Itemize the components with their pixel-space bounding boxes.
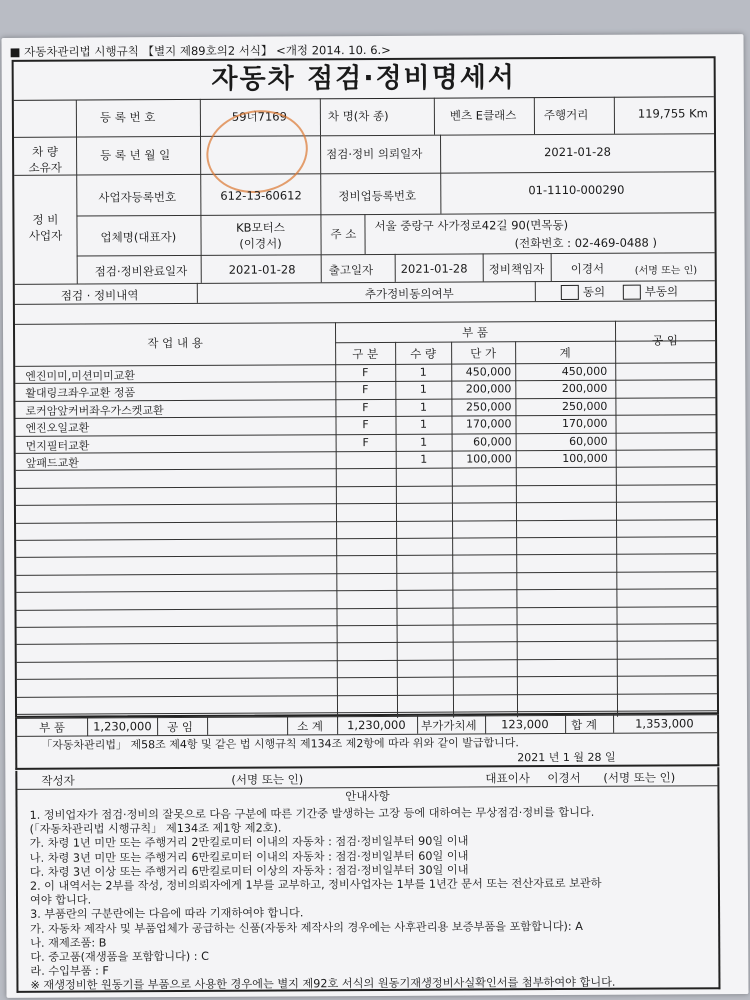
repair-reg-value: 01-1110-000290 [528,182,625,198]
vat-label: 부가가치세 [421,718,477,733]
total-label: 합 계 [571,717,598,732]
item-name: 엔진미미,미션미미교환 [25,369,136,383]
reg-no-label: 등 록 번 호 [99,110,156,125]
item-total: 170,000 [561,416,608,431]
sum-parts-value: 1,230,000 [93,719,152,734]
owner-section-label: 차 량 소유자 [28,144,62,175]
release-value: 2021-01-28 [400,261,468,276]
reg-no-value: 59너7169 [231,109,287,124]
document-title: 자동차 점검·정비명세서 [14,58,714,101]
item-name: 엔진오일교환 [25,421,90,436]
consent-options [557,283,678,300]
request-date-value: 2021-01-28 [544,144,611,160]
col-type: 구 분 [352,346,379,362]
total-value: 1,353,000 [635,716,694,731]
subtotal-label: 소 계 [297,719,324,734]
col-total: 계 [559,345,571,361]
form-reference: ■ 자동차관리법 시행규칙 【별지 제89호의2 서식】 <개정 2014. 10. 6.> [9,42,391,59]
shop-section-label: 정 비 사업자 [28,212,63,243]
item-name: 로커암앞커버좌우가스켓교환 [25,403,164,418]
consent-label: 추가정비동의여부 [364,286,454,302]
item-price: 100,000 [466,452,512,466]
note-line: 가. 자동차 제작사 및 부품업체가 공급하는 신품(자동차 제작사의 경우에는 사후관리용 보증부품을 포함합니다): A [30,919,583,936]
note-line: 다. 중고품(재생품을 포함합니다) : C [30,949,209,964]
item-total: 450,000 [561,364,608,379]
manager-value: 이경서 [570,261,605,276]
biz-no-value: 612-13-60612 [220,188,302,203]
item-qty: 1 [419,383,427,397]
item-price: 250,000 [465,400,512,414]
item-total: 250,000 [561,399,608,413]
item-qty: 1 [419,400,427,414]
disagree-label: 부동의 [644,284,679,299]
item-qty: 1 [420,452,428,466]
sum-labor-label: 공 임 [167,719,194,735]
issue-date: 2021 년 1 월 28 일 [517,750,616,765]
mileage-value: 119,755 Km [637,106,708,121]
vat-value: 123,000 [501,717,549,732]
col-qty: 수 량 [410,346,437,361]
item-qty: 1 [419,417,428,431]
subtotal-value: 1,230,000 [347,717,406,733]
request-date-label: 점검·정비 의뢰일자 [326,146,423,162]
labor-header: 공 임 [652,333,679,348]
item-name: 앞패드교환 [25,456,79,470]
note-line: 나. 재제조품: B [30,936,107,950]
company-value: KB모터스 [236,220,285,235]
done-date-label: 점검·정비완료일자 [94,263,188,279]
item-name: 먼지필터교환 [25,439,90,453]
item-total: 200,000 [561,382,608,396]
work-header: 작 업 내 용 [147,335,203,351]
item-total: 100,000 [562,451,608,466]
company-label: 업체명(대표자) [100,230,177,245]
note-line: 가. 차령 1년 미만 또는 주행거리 2만킬로미터 이내의 자동차 : 점검·정비일부터 90일 이내 [29,834,469,851]
col-price: 단 가 [470,346,497,361]
note-line: 다. 차령 3년 이상 또는 주행거리 6만킬로미터 이상의 자동차 : 점검·정비일부터 30일 이내 [29,863,469,879]
summary-section [15,714,719,770]
agree-label: 동의 [582,284,606,299]
item-price: 60,000 [473,434,512,449]
agree-checkbox[interactable] [561,285,579,300]
note-line: 여야 합니다. [29,893,92,907]
item-type: F [362,383,369,397]
item-type: F [362,435,369,449]
item-price: 200,000 [465,382,512,396]
writer-sign: (서명 또는 인) [231,772,304,787]
orange-circle-mark [200,102,315,201]
done-date-value: 2021-01-28 [228,262,296,277]
reg-date-label: 등 록 년 월 일 [100,148,171,163]
note-line: ※ 재생정비한 원동기를 부품으로 사용한 경우에는 별지 제92호 서식의 원동기재생정비사실확인서를 첨부하여야 합니다. [30,976,616,993]
ceo-label: 대표이사 [485,771,530,786]
notes-title: 안내사항 [345,788,390,804]
details-label: 점검 · 정비내역 [60,288,139,303]
note-line: 3. 부품란의 구분란에는 다음에 따라 기재하여야 합니다. [30,906,304,922]
note-line: 라. 수입부품 : F [30,964,109,978]
item-price: 170,000 [465,417,512,431]
company-rep: (이경서) [239,236,282,251]
note-line: 1. 정비업자가 점검·정비의 잘못으로 다음 구분에 따른 기간중 발생하는 고장 등에 대하여는 무상점검·정비를 합니다. [29,805,595,822]
parts-header: 부 품 [462,325,489,340]
item-qty: 1 [419,365,427,379]
repair-reg-label: 정비업등록번호 [338,188,417,204]
note-line: 2. 이 내역서는 2부를 작성, 정비의뢰자에게 1부를 교부하고, 정비사업자는 1부를 1년간 문서 또는 전산자료로 보관하 [29,876,602,893]
manager-sign-hint: (서명 또는 인) [634,265,698,277]
car-name-value: 벤츠 E클래스 [449,108,517,123]
mileage-label: 주행거리 [543,107,589,123]
release-label: 출고일자 [328,263,374,278]
document-sheet [1,34,748,998]
form-frame [12,56,719,718]
address-label: 주 소 [330,227,357,242]
item-price: 450,000 [465,365,512,379]
biz-no-label: 사업자등록번호 [98,190,177,205]
manager-label: 정비책임자 [488,262,545,277]
phone-value: (전화번호 : 02-469-0488 ) [514,235,658,251]
item-type: F [362,366,369,380]
ceo-name: 이경서 [547,770,581,786]
address-value: 서울 중랑구 사가정로42길 90(면목동) [374,217,569,233]
note-line: 나. 차령 3년 미만 또는 주행거리 6만킬로미터 이내의 자동차 : 점검·정비일부터 60일 이내 [29,849,469,865]
item-qty: 1 [420,435,428,449]
writer-label: 작성자 [41,773,75,788]
car-name-label: 차 명(차 종) [327,108,389,124]
note-line: (「자동차관리법 시행규칙」 제134조 제1항 제2호). [29,821,282,836]
item-type: F [362,418,369,432]
item-name: 활대링크좌우교환 정품 [25,386,136,401]
item-total: 60,000 [569,434,608,448]
issue-statement: 「자동차관리법」 제58조 제4항 및 같은 법 시행규칙 제134조 제2항에 따라 위와 같이 발급합니다. [41,736,519,752]
notes-section [15,767,720,993]
disagree-checkbox[interactable] [623,285,641,300]
ceo-sign: (서명 또는 인) [603,770,676,785]
item-type: F [362,400,369,414]
sum-parts-label: 부 품 [39,720,66,735]
